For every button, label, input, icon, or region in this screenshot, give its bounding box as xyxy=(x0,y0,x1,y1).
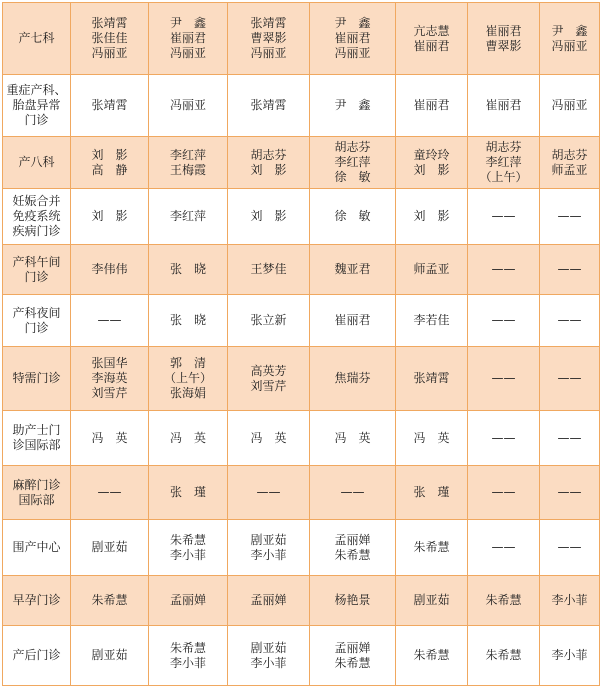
schedule-cell: —— xyxy=(540,189,600,245)
schedule-cell: 张靖霄 张佳佳 冯丽亚 xyxy=(71,3,149,75)
schedule-cell: —— xyxy=(540,466,600,520)
schedule-cell: 剧亚茹 xyxy=(71,626,149,686)
department-name: 产八科 xyxy=(3,137,71,189)
schedule-cell: 尹 鑫 xyxy=(310,75,396,137)
department-name: 早孕门诊 xyxy=(3,576,71,626)
department-name: 产七科 xyxy=(3,3,71,75)
schedule-cell: 杨艳景 xyxy=(310,576,396,626)
schedule-cell: 冯 英 xyxy=(228,411,310,466)
schedule-cell: —— xyxy=(468,295,540,347)
schedule-cell: 张国华 李海英 刘雪芹 xyxy=(71,347,149,411)
schedule-cell: 李红萍 王梅霞 xyxy=(149,137,228,189)
schedule-cell: 冯 英 xyxy=(310,411,396,466)
schedule-cell: 李红萍 xyxy=(149,189,228,245)
schedule-cell: —— xyxy=(540,295,600,347)
schedule-cell: 张靖霄 xyxy=(71,75,149,137)
table-row xyxy=(3,295,600,347)
schedule-cell: —— xyxy=(540,245,600,295)
department-name: 产科午间 门诊 xyxy=(3,245,71,295)
schedule-cell: —— xyxy=(71,466,149,520)
schedule-cell: —— xyxy=(228,466,310,520)
schedule-cell: 李小菲 xyxy=(540,626,600,686)
schedule-cell: 亢志慧 崔丽君 xyxy=(396,3,468,75)
schedule-cell: 剧亚茹 李小菲 xyxy=(228,520,310,576)
schedule-cell: 张 瑾 xyxy=(396,466,468,520)
schedule-cell: 李小菲 xyxy=(540,576,600,626)
table-row xyxy=(3,189,600,245)
schedule-cell: —— xyxy=(468,466,540,520)
schedule-cell: 张靖霄 曹翠影 冯丽亚 xyxy=(228,3,310,75)
schedule-cell: 郭 清 （上午） 张海娟 xyxy=(149,347,228,411)
table-row xyxy=(3,245,600,295)
schedule-cell: 张靖霄 xyxy=(396,347,468,411)
schedule-cell: —— xyxy=(468,347,540,411)
schedule-cell: 冯丽亚 xyxy=(149,75,228,137)
schedule-cell: 胡志芬 刘 影 xyxy=(228,137,310,189)
table-row xyxy=(3,347,600,411)
schedule-cell: 张 晓 xyxy=(149,245,228,295)
table-row xyxy=(3,411,600,466)
schedule-cell: 张立新 xyxy=(228,295,310,347)
table-row xyxy=(3,576,600,626)
department-name: 产后门诊 xyxy=(3,626,71,686)
schedule-cell: 刘 影 xyxy=(396,189,468,245)
department-name: 围产中心 xyxy=(3,520,71,576)
schedule-cell: 孟丽婵 xyxy=(149,576,228,626)
schedule-cell: 张 晓 xyxy=(149,295,228,347)
schedule-cell: 焦瑞芬 xyxy=(310,347,396,411)
schedule-cell: 李若佳 xyxy=(396,295,468,347)
schedule-cell: 朱希慧 xyxy=(468,626,540,686)
schedule-cell: 崔丽君 xyxy=(468,75,540,137)
schedule-cell: 孟丽婵 xyxy=(228,576,310,626)
schedule-cell: 尹 鑫 崔丽君 冯丽亚 xyxy=(149,3,228,75)
schedule-cell: 崔丽君 xyxy=(310,295,396,347)
schedule-cell: —— xyxy=(310,466,396,520)
schedule-cell: 尹 鑫 崔丽君 冯丽亚 xyxy=(310,3,396,75)
schedule-cell: —— xyxy=(540,347,600,411)
schedule-cell: 胡志芬 师孟亚 xyxy=(540,137,600,189)
department-name: 麻醉门诊 国际部 xyxy=(3,466,71,520)
department-name: 助产士门 诊国际部 xyxy=(3,411,71,466)
schedule-cell: —— xyxy=(71,295,149,347)
schedule-cell: 剧亚茹 xyxy=(396,576,468,626)
department-name: 重症产科、 胎盘异常 门诊 xyxy=(3,75,71,137)
schedule-cell: 冯 英 xyxy=(149,411,228,466)
table-row xyxy=(3,75,600,137)
schedule-cell: 张 瑾 xyxy=(149,466,228,520)
schedule-cell: 朱希慧 xyxy=(396,520,468,576)
table-row xyxy=(3,626,600,686)
schedule-cell: 朱希慧 xyxy=(71,576,149,626)
table-row xyxy=(3,137,600,189)
schedule-cell: 冯 英 xyxy=(71,411,149,466)
schedule-cell: 师孟亚 xyxy=(396,245,468,295)
schedule-cell: 崔丽君 xyxy=(396,75,468,137)
schedule-cell: —— xyxy=(540,520,600,576)
schedule-cell: 高英芳 刘雪芹 xyxy=(228,347,310,411)
schedule-cell: 魏亚君 xyxy=(310,245,396,295)
schedule-cell: 剧亚茹 李小菲 xyxy=(228,626,310,686)
department-name: 妊娠合并 免疫系统 疾病门诊 xyxy=(3,189,71,245)
schedule-cell: 张靖霄 xyxy=(228,75,310,137)
schedule-cell: 剧亚茹 xyxy=(71,520,149,576)
schedule-cell: 李伟伟 xyxy=(71,245,149,295)
schedule-cell: 冯丽亚 xyxy=(540,75,600,137)
table-row xyxy=(3,520,600,576)
department-name: 特需门诊 xyxy=(3,347,71,411)
schedule-cell: —— xyxy=(468,245,540,295)
schedule-cell: 刘 影 高 静 xyxy=(71,137,149,189)
schedule-cell: —— xyxy=(468,520,540,576)
schedule-cell: 王梦佳 xyxy=(228,245,310,295)
schedule-cell: 刘 影 xyxy=(71,189,149,245)
department-name: 产科夜间 门诊 xyxy=(3,295,71,347)
schedule-cell: 胡志芬 李红萍 （上午） xyxy=(468,137,540,189)
schedule-table xyxy=(2,2,600,686)
schedule-cell: —— xyxy=(540,411,600,466)
table-row xyxy=(3,3,600,75)
schedule-cell: 朱希慧 李小菲 xyxy=(149,626,228,686)
schedule-cell: —— xyxy=(468,189,540,245)
schedule-cell: 冯 英 xyxy=(396,411,468,466)
schedule-cell: 胡志芬 李红萍 徐 敏 xyxy=(310,137,396,189)
schedule-cell: 童玲玲 刘 影 xyxy=(396,137,468,189)
table-row xyxy=(3,466,600,520)
schedule-cell: 刘 影 xyxy=(228,189,310,245)
schedule-cell: 徐 敏 xyxy=(310,189,396,245)
schedule-cell: 崔丽君 曹翠影 xyxy=(468,3,540,75)
schedule-cell: 朱希慧 xyxy=(396,626,468,686)
schedule-cell: 孟丽婵 朱希慧 xyxy=(310,626,396,686)
schedule-cell: 孟丽婵 朱希慧 xyxy=(310,520,396,576)
schedule-cell: —— xyxy=(468,411,540,466)
schedule-cell: 朱希慧 李小菲 xyxy=(149,520,228,576)
schedule-cell: 尹 鑫 冯丽亚 xyxy=(540,3,600,75)
schedule-cell: 朱希慧 xyxy=(468,576,540,626)
